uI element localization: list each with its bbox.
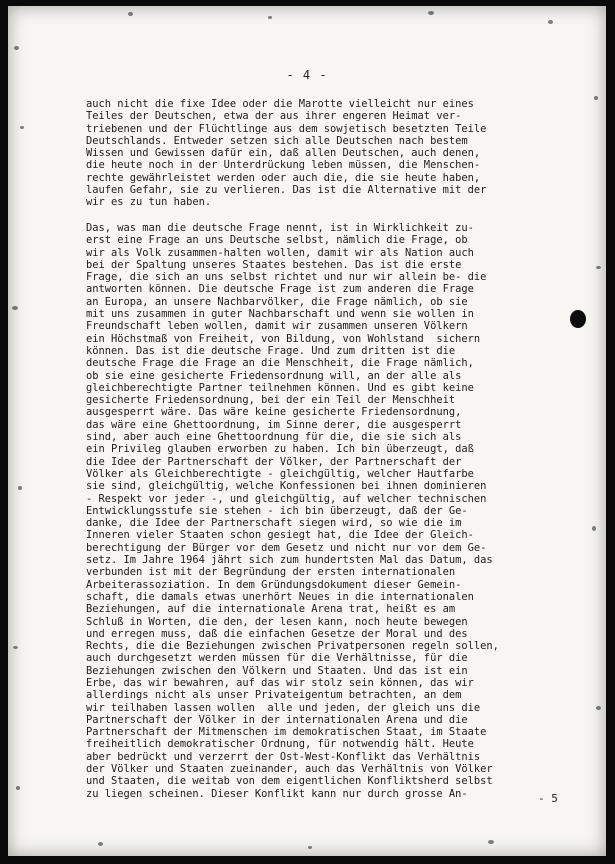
scan-speckle <box>16 786 20 790</box>
text-line: Partnerschaft der Völker in der internationalen Arena und die <box>86 713 468 726</box>
text-line: das wäre eine Ghettoordnung, im Sinne derer, die ausgesperrt <box>86 418 462 431</box>
text-line: wir als Volk zusammen-halten wollen, damit wir als Nation auch <box>86 246 474 259</box>
text-line: auch durchgesetzt werden müssen für die Verhältnisse, für die <box>86 652 468 665</box>
text-line: Das, was man die deutsche Frage nennt, ist in Wirklichkeit zu- <box>86 222 474 234</box>
paragraph-1 <box>86 98 566 209</box>
scan-speckle <box>12 306 18 310</box>
text-line: schaft, die damals etwas unerhört Neues in die internationalen <box>86 590 474 603</box>
text-line: Schluß in Worten, die den, der lesen kann, noch heute bewegen <box>86 615 468 628</box>
text-line: Erbe, das wir bewahren, auf das wir stolz sein können, das wir <box>86 676 474 689</box>
text-line: Arbeiterassoziation. In dem Gründungsdokument dieser Gemein- <box>86 578 462 591</box>
text-line: Inneren vieler Staaten schon gesiegt hat, die Idee der Gleich- <box>86 529 474 542</box>
scan-speckle <box>592 526 596 531</box>
text-line: verbunden ist mit der Begründung der ersten internationalen <box>86 566 456 579</box>
scan-speckle <box>14 46 19 50</box>
text-line: bei der Spaltung unseres Staates bestehen. Das ist die erste <box>86 258 462 271</box>
text-line: der Völker und Staaten zueinander, auch das Verhältnis von Völker <box>86 763 493 776</box>
text-line: triebenen und der Flüchtlinge aus dem sowjetisch besetzten Teile <box>86 122 487 135</box>
text-line: erst eine Frage an uns Deutsche selbst, nämlich die Frage, ob <box>86 234 468 247</box>
text-line: die heute noch in der Unterdrückung leben müssen, die Menschen- <box>86 159 481 172</box>
text-line: allerdings nicht als unser Privateigentum betrachten, an dem <box>86 689 462 702</box>
text-line: Wissen und Gewissen dafür ein, daß allen Deutschen, auch denen, <box>86 147 481 160</box>
scan-speckle <box>20 126 24 129</box>
scan-speckle <box>548 20 553 24</box>
text-line: laufen Gefahr, sie zu verlieren. Das ist die Alternative mit der <box>86 184 487 197</box>
punch-hole <box>570 310 586 328</box>
paragraph-2 <box>86 222 566 800</box>
text-line: Beziehungen zwischen den Völkern und Staaten. Und das ist ein <box>86 664 468 677</box>
text-line: ein Höchstmaß von Freiheit, von Bildung, von Wohlstand sichern <box>86 332 481 345</box>
scan-speckle <box>594 96 598 100</box>
text-line: danke, die Idee der Partnerschaft siegen wird, so wie die im <box>86 517 462 530</box>
scan-speckle <box>308 846 312 849</box>
text-line: können. Das ist die deutsche Frage. Und zum dritten ist die <box>86 344 456 357</box>
text-line: sie sind, gleichgültig, welche Konfessionen bei ihnen dominieren <box>86 480 487 493</box>
text-line: gleichberechtigte Partner teilnehmen können. Und es gibt keine <box>86 381 474 394</box>
text-line: Entwicklungsstufe sie stehen - ich bin überzeugt, daß der Ge- <box>86 504 468 517</box>
scan-speckle <box>13 646 18 649</box>
text-line: wir es zu tun haben. <box>86 196 212 209</box>
text-line: Rechts, die die Beziehungen zwischen Privatpersonen regeln sollen, <box>86 640 499 653</box>
text-line: deutsche Frage die Frage an die Menschheit, die Frage nämlich, <box>86 357 474 370</box>
text-line: Freundschaft leben wollen, damit wir zusammen unseren Völkern <box>86 320 468 333</box>
text-line: an Europa, an unsere Nachbarvölker, die Frage nämlich, ob sie <box>86 295 468 308</box>
text-line: berechtigung der Bürger vor dem Gesetz und nicht nur vor dem Ge- <box>86 541 487 554</box>
scan-speckle <box>128 12 133 16</box>
text-line: ein Privileg glauben erworben zu haben. Ich bin überzeugt, daß <box>86 443 474 456</box>
text-line: ob sie eine gesicherte Friedensordnung will, an der alle als <box>86 369 462 382</box>
page-footer-number: - 5 <box>538 792 558 805</box>
typewritten-page <box>8 6 606 856</box>
text-line: Partnerschaft der Mitmenschen im demokratischen Staat, im Staate <box>86 726 487 739</box>
text-line: freiheitlich demokratischer Ordnung, für notwendig hält. Heute <box>86 738 474 751</box>
scan-speckle <box>428 11 434 15</box>
page-header-number: - 4 - <box>286 68 328 82</box>
scan-speckle <box>596 706 601 710</box>
text-line: ausgesperrt wäre. Das wäre keine gesicherte Friedensordnung, <box>86 406 462 419</box>
text-line: und erregen muss, daß die einfachen Gesetze der Moral und des <box>86 627 468 640</box>
text-line: Deutschlands. Entweder setzen sich alle Deutschen nach bestem <box>86 134 468 147</box>
text-line: gesicherte Friedensordnung, bei der ein Teil der Menschheit <box>86 394 456 407</box>
text-line: Teiles der Deutschen, etwa der aus ihrer engeren Heimat ver- <box>86 110 462 123</box>
text-line: und Staaten, die weitab von dem eigentlichen Konfliktsherd selbst <box>86 775 493 788</box>
scan-speckle <box>488 840 494 844</box>
text-line: - Respekt vor jeder -, und gleichgültig, auf welcher technischen <box>86 492 487 505</box>
text-line: setz. Im Jahre 1964 jährt sich zum hundertsten Mal das Datum, das <box>86 554 493 567</box>
text-line: die Idee der Partnerschaft der Völker, der Partnerschaft der <box>86 455 462 468</box>
text-line: antworten können. Die deutsche Frage ist zum anderen die Frage <box>86 283 474 296</box>
text-line: aber bedrückt und verzerrt der Ost-West-Konflikt das Verhältnis <box>86 750 481 763</box>
scan-speckle <box>596 266 601 269</box>
text-line: zu liegen scheinen. Dieser Konflikt kann nur durch grosse An- <box>86 787 468 800</box>
text-line: Frage, die sich an uns selbst richtet und nur wir allein be- die <box>86 271 487 284</box>
text-line: Beziehungen, auf die internationale Arena trat, heißt es am <box>86 603 456 616</box>
scan-speckle <box>268 16 272 19</box>
text-line: mit uns zusammen in guter Nachbarschaft und wenn sie wollen in <box>86 308 474 321</box>
text-line: Völker als Gleichberechtigte - gleichgültig, welcher Hautfarbe <box>86 467 474 480</box>
scan-speckle <box>18 486 22 490</box>
text-line: wir teilhaben lassen wollen alle und jeden, der gleich uns die <box>86 701 481 714</box>
text-line: rechte gewährleistet werden oder auch die, die sie heute haben, <box>86 171 481 184</box>
text-line: sind, aber auch eine Ghettoordnung für die, die sie sich als <box>86 431 462 444</box>
text-line: auch nicht die fixe Idee oder die Marotte vielleicht nur eines <box>86 98 474 110</box>
scan-speckle <box>98 842 103 846</box>
